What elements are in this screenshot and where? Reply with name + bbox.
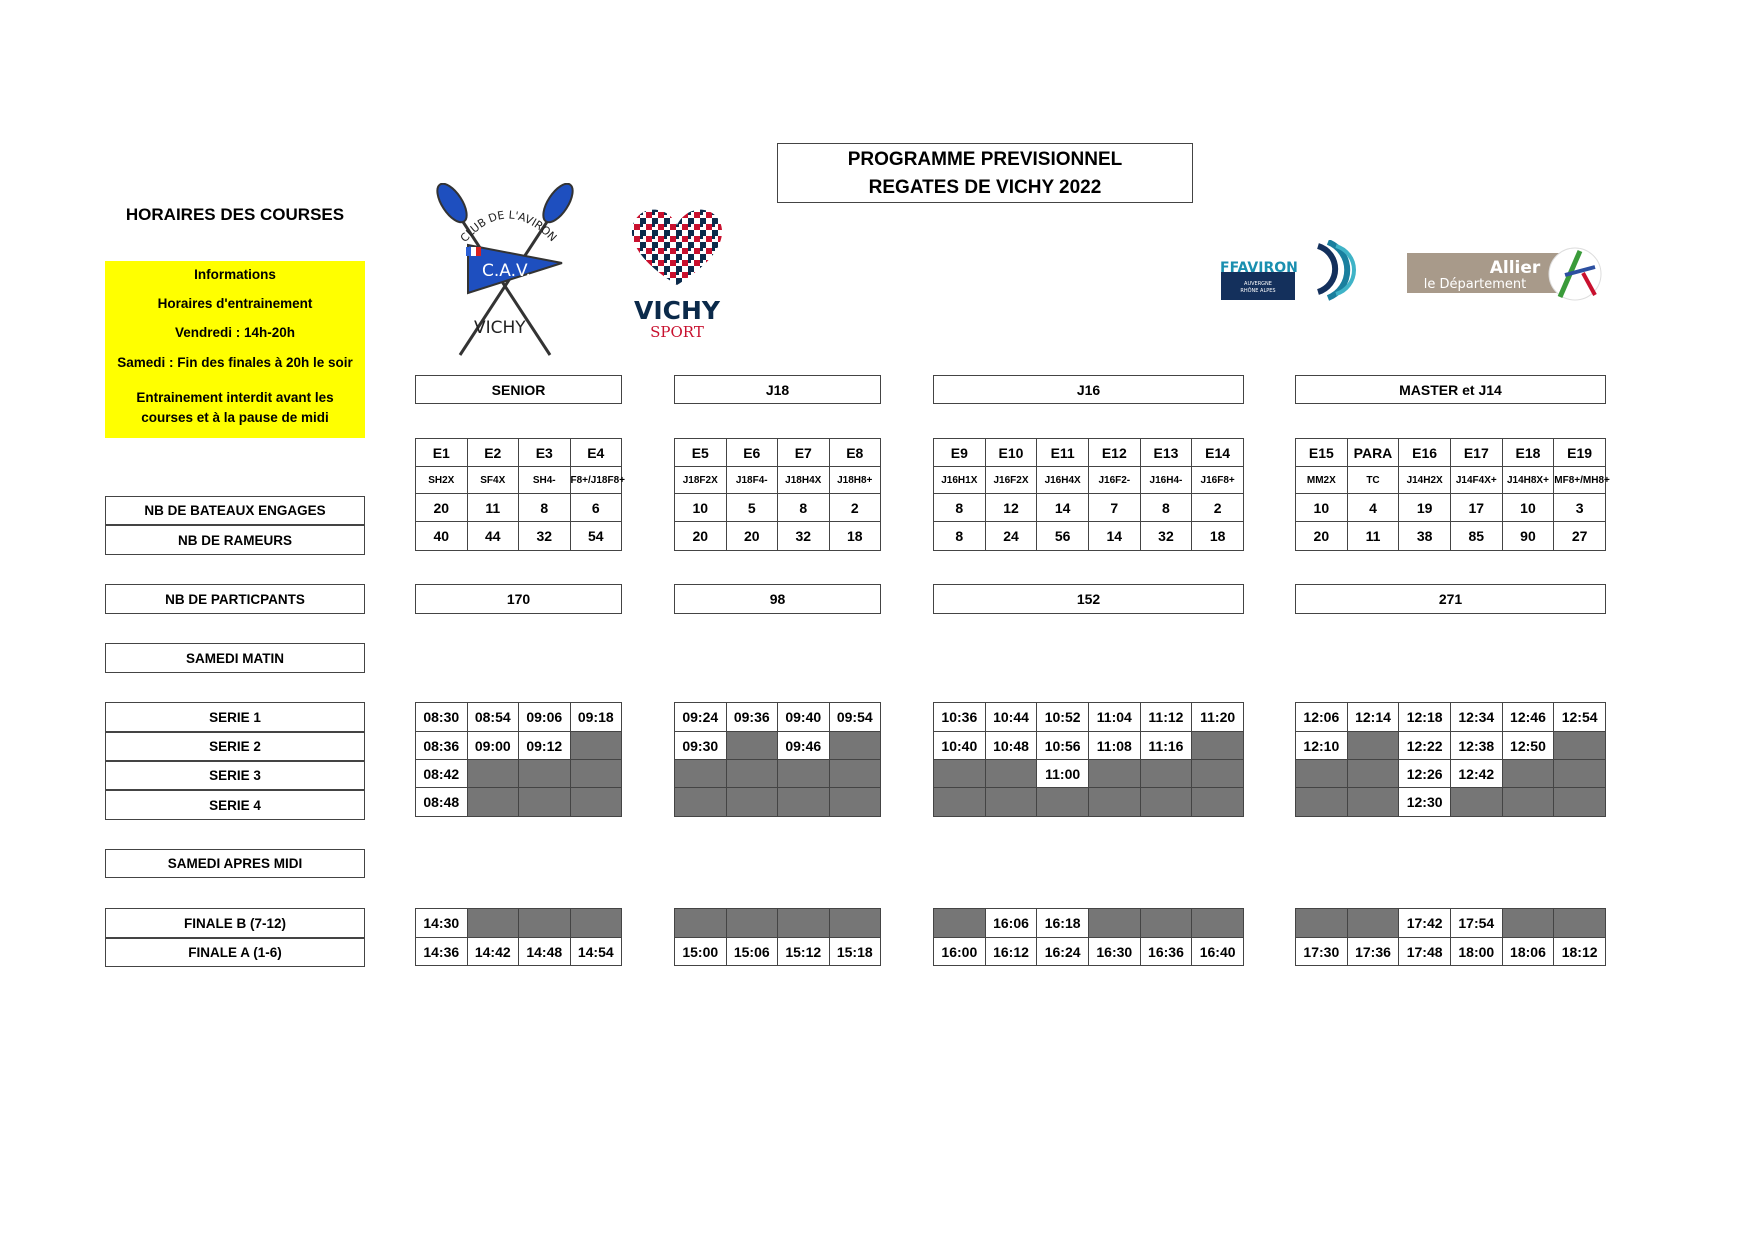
finale_a-cell: 16:00 (934, 938, 986, 966)
serie2-cell (1554, 732, 1606, 760)
serie3-cell (985, 760, 1037, 788)
serie1-cell: 12:46 (1502, 703, 1554, 732)
finale_b-cell: 14:30 (416, 909, 468, 938)
table-row (416, 760, 622, 788)
vichy-sport-logo (622, 200, 732, 345)
group-name: MASTER et J14 (1295, 375, 1606, 404)
table-row (1296, 760, 1606, 788)
finale_a-cell: 18:00 (1450, 938, 1502, 966)
rameurs-cell: 54 (570, 522, 622, 551)
rameurs-cell: 32 (778, 522, 830, 551)
serie3-cell (467, 760, 519, 788)
table-row (1296, 732, 1606, 760)
finale_a-cell: 15:06 (726, 938, 778, 966)
serie1-cell: 10:36 (934, 703, 986, 732)
serie4-cell (726, 788, 778, 817)
finale_b-cell: 17:42 (1399, 909, 1451, 938)
table-row (934, 732, 1244, 760)
serie4-cell (1554, 788, 1606, 817)
serie3-cell (1140, 760, 1192, 788)
code-cell: TC (1347, 467, 1399, 494)
bateaux-cell: 4 (1347, 494, 1399, 522)
rameurs-cell: 90 (1502, 522, 1554, 551)
group-table (415, 702, 622, 817)
finale_b-cell (519, 909, 571, 938)
bateaux-cell: 11 (467, 494, 519, 522)
allier-logo (1405, 245, 1605, 305)
code-cell: J16H4X (1037, 467, 1089, 494)
table-row (1296, 522, 1606, 551)
rameurs-cell: 8 (934, 522, 986, 551)
finale_a-cell: 16:12 (985, 938, 1037, 966)
table-row (934, 703, 1244, 732)
event-cell: E10 (985, 439, 1037, 467)
rameurs-cell: 32 (1140, 522, 1192, 551)
code-cell: SH4- (519, 467, 571, 494)
finale_b-cell: 16:18 (1037, 909, 1089, 938)
table-row (1296, 909, 1606, 938)
table-row (675, 938, 881, 966)
info-line: Samedi : Fin des finales à 20h le soir (117, 355, 353, 370)
event-cell: E16 (1399, 439, 1451, 467)
serie3-cell: 08:42 (416, 760, 468, 788)
serie1-cell: 09:06 (519, 703, 571, 732)
bateaux-cell: 8 (1140, 494, 1192, 522)
title-line-2: REGATES DE VICHY 2022 (868, 177, 1102, 198)
serie3-cell (519, 760, 571, 788)
event-cell: E15 (1296, 439, 1348, 467)
group-name: SENIOR (415, 375, 622, 404)
bateaux-cell: 19 (1399, 494, 1451, 522)
table-row (675, 703, 881, 732)
group-participants: 152 (933, 584, 1244, 614)
finale_b-cell (934, 909, 986, 938)
serie2-cell (1347, 732, 1399, 760)
table-row (934, 522, 1244, 551)
code-cell: SH2X (416, 467, 468, 494)
code-cell: SF4X (467, 467, 519, 494)
serie1-cell: 08:30 (416, 703, 468, 732)
serie2-cell (726, 732, 778, 760)
serie4-cell (829, 788, 881, 817)
ffaviron-sub2: RHÔNE ALPES (1240, 288, 1276, 294)
serie4-cell (985, 788, 1037, 817)
finale_b-cell: 16:06 (985, 909, 1037, 938)
rameurs-cell: 85 (1450, 522, 1502, 551)
serie3-cell (829, 760, 881, 788)
finale_a-cell: 14:42 (467, 938, 519, 966)
serie4-cell (519, 788, 571, 817)
serie2-cell: 08:36 (416, 732, 468, 760)
table-row (675, 494, 881, 522)
finale_a-cell: 15:12 (778, 938, 830, 966)
rameurs-cell: 11 (1347, 522, 1399, 551)
table-row (934, 467, 1244, 494)
bateaux-cell: 8 (778, 494, 830, 522)
serie3-cell (726, 760, 778, 788)
rameurs-cell: 38 (1399, 522, 1451, 551)
finale_a-cell: 16:40 (1192, 938, 1244, 966)
serie3-cell (1554, 760, 1606, 788)
group-table (933, 702, 1244, 817)
label-serie-3: SERIE 3 (105, 761, 365, 790)
bateaux-cell: 12 (985, 494, 1037, 522)
label-participants: NB DE PARTICPANTS (105, 584, 365, 614)
serie2-cell: 12:10 (1296, 732, 1348, 760)
table-row (1296, 703, 1606, 732)
serie4-cell (570, 788, 622, 817)
bateaux-cell: 5 (726, 494, 778, 522)
group-participants: 98 (674, 584, 881, 614)
table-row (1296, 467, 1606, 494)
group-table (674, 908, 881, 966)
code-cell: J16F2- (1088, 467, 1140, 494)
serie3-cell: 12:42 (1450, 760, 1502, 788)
group-table (415, 908, 622, 966)
info-box (105, 261, 365, 438)
serie2-cell: 09:46 (778, 732, 830, 760)
finale_b-cell (829, 909, 881, 938)
serie2-cell: 09:30 (675, 732, 727, 760)
ffaviron-logo (1218, 240, 1363, 305)
serie3-cell (1502, 760, 1554, 788)
group-table (674, 702, 881, 817)
group-table (1295, 908, 1606, 966)
cav-logo (430, 183, 580, 358)
serie2-cell (1192, 732, 1244, 760)
serie1-cell: 09:40 (778, 703, 830, 732)
finale_b-cell (1140, 909, 1192, 938)
group-table (674, 438, 881, 551)
serie1-cell: 09:36 (726, 703, 778, 732)
serie1-cell: 09:24 (675, 703, 727, 732)
finale_b-cell (778, 909, 830, 938)
event-cell: E12 (1088, 439, 1140, 467)
finale_b-cell (570, 909, 622, 938)
serie3-cell (570, 760, 622, 788)
table-row (675, 909, 881, 938)
label-serie-1: SERIE 1 (105, 702, 365, 732)
serie2-cell: 10:56 (1037, 732, 1089, 760)
finale_a-cell: 15:00 (675, 938, 727, 966)
finale_b-cell (1192, 909, 1244, 938)
serie2-cell: 12:38 (1450, 732, 1502, 760)
serie4-cell (1088, 788, 1140, 817)
finale_b-cell (1554, 909, 1606, 938)
rameurs-cell: 20 (1296, 522, 1348, 551)
bateaux-cell: 10 (675, 494, 727, 522)
finale_b-cell (467, 909, 519, 938)
rameurs-cell: 18 (829, 522, 881, 551)
event-cell: E6 (726, 439, 778, 467)
schedule-heading: HORAIRES DES COURSES (125, 205, 345, 224)
serie4-cell (675, 788, 727, 817)
bateaux-cell: 2 (1192, 494, 1244, 522)
group-table (1295, 438, 1610, 551)
serie1-cell: 08:54 (467, 703, 519, 732)
code-cell: J16H1X (934, 467, 986, 494)
table-row (675, 788, 881, 817)
serie4-cell (1347, 788, 1399, 817)
serie2-cell: 10:40 (934, 732, 986, 760)
serie4-cell (1192, 788, 1244, 817)
serie4-cell (1450, 788, 1502, 817)
event-cell: E8 (829, 439, 881, 467)
table-row (416, 788, 622, 817)
code-cell: J14H2X (1399, 467, 1451, 494)
code-cell: J16H4- (1140, 467, 1192, 494)
rameurs-cell: 27 (1554, 522, 1606, 551)
serie1-cell: 12:54 (1554, 703, 1606, 732)
serie1-cell: 10:52 (1037, 703, 1089, 732)
serie3-cell (1088, 760, 1140, 788)
bateaux-cell: 10 (1296, 494, 1348, 522)
serie1-cell: 12:14 (1347, 703, 1399, 732)
table-row (934, 760, 1244, 788)
bateaux-cell: 3 (1554, 494, 1606, 522)
table-row (416, 467, 622, 494)
group-table (933, 908, 1244, 966)
finale_b-cell (675, 909, 727, 938)
rameurs-cell: 44 (467, 522, 519, 551)
event-cell: E17 (1450, 439, 1502, 467)
table-row (1296, 788, 1606, 817)
serie1-cell: 09:54 (829, 703, 881, 732)
serie1-cell: 11:04 (1088, 703, 1140, 732)
serie2-cell: 12:50 (1502, 732, 1554, 760)
cav-city-text: VICHY (474, 318, 526, 338)
event-cell: E18 (1502, 439, 1554, 467)
table-row (675, 439, 881, 467)
bateaux-cell: 17 (1450, 494, 1502, 522)
table-row (416, 909, 622, 938)
event-cell: E9 (934, 439, 986, 467)
event-cell: E11 (1037, 439, 1089, 467)
serie4-cell: 08:48 (416, 788, 468, 817)
rameurs-cell: 40 (416, 522, 468, 551)
serie1-cell: 12:34 (1450, 703, 1502, 732)
finale_a-cell: 17:30 (1296, 938, 1348, 966)
code-cell: F8+/J18F8+ (570, 467, 622, 494)
rameurs-cell: 24 (985, 522, 1037, 551)
serie2-cell (829, 732, 881, 760)
table-row (1296, 938, 1606, 966)
label-serie-2: SERIE 2 (105, 732, 365, 761)
cav-arc-text: CLUB DE L'AVIRON (457, 208, 560, 245)
group-table (1295, 702, 1606, 817)
table-row (934, 909, 1244, 938)
info-line: courses et à la pause de midi (141, 410, 329, 425)
serie3-cell (934, 760, 986, 788)
finale_a-cell: 14:48 (519, 938, 571, 966)
serie2-cell: 11:16 (1140, 732, 1192, 760)
group-name: J18 (674, 375, 881, 404)
code-cell: J14F4X+ (1450, 467, 1502, 494)
serie2-cell: 12:22 (1399, 732, 1451, 760)
finale_b-cell (1347, 909, 1399, 938)
finale_b-cell (1296, 909, 1348, 938)
table-row (934, 938, 1244, 966)
event-cell: E19 (1554, 439, 1606, 467)
serie3-cell (778, 760, 830, 788)
group-name: J16 (933, 375, 1244, 404)
serie4-cell (934, 788, 986, 817)
serie3-cell: 11:00 (1037, 760, 1089, 788)
code-cell: J18H8+ (829, 467, 881, 494)
info-line: Vendredi : 14h-20h (174, 325, 296, 340)
table-row (416, 703, 622, 732)
finale_b-cell (1502, 909, 1554, 938)
rameurs-cell: 18 (1192, 522, 1244, 551)
event-cell: E1 (416, 439, 468, 467)
code-cell: J18F4- (726, 467, 778, 494)
info-line: Informations (194, 267, 276, 282)
rameurs-cell: 32 (519, 522, 571, 551)
finale_b-cell: 17:54 (1450, 909, 1502, 938)
finale_a-cell: 14:54 (570, 938, 622, 966)
rameurs-cell: 56 (1037, 522, 1089, 551)
finale_a-cell: 17:48 (1399, 938, 1451, 966)
event-cell: E14 (1192, 439, 1244, 467)
serie1-cell: 10:44 (985, 703, 1037, 732)
table-row (1296, 494, 1606, 522)
title-line-1: PROGRAMME PREVISIONNEL (847, 149, 1123, 170)
serie3-cell (1347, 760, 1399, 788)
event-cell: E3 (519, 439, 571, 467)
vichy-sub-text: SPORT (650, 323, 704, 341)
bateaux-cell: 7 (1088, 494, 1140, 522)
cav-flag-text: C.A.V. (482, 261, 531, 281)
bateaux-cell: 20 (416, 494, 468, 522)
table-row (416, 732, 622, 760)
serie2-cell: 11:08 (1088, 732, 1140, 760)
serie2-cell (570, 732, 622, 760)
code-cell: J18H4X (778, 467, 830, 494)
event-cell: PARA (1347, 439, 1399, 467)
bateaux-cell: 8 (934, 494, 986, 522)
serie1-cell: 11:12 (1140, 703, 1192, 732)
serie1-cell: 09:18 (570, 703, 622, 732)
finale_a-cell: 18:12 (1554, 938, 1606, 966)
allier-main-text: Allier (1489, 258, 1541, 278)
label-samedi-matin: SAMEDI MATIN (105, 643, 365, 673)
label-finale-b: FINALE B (7-12) (105, 908, 365, 938)
table-row (934, 788, 1244, 817)
label-finale-a: FINALE A (1-6) (105, 938, 365, 967)
code-cell: J16F8+ (1192, 467, 1244, 494)
finale_a-cell: 16:36 (1140, 938, 1192, 966)
table-row (675, 732, 881, 760)
group-participants: 271 (1295, 584, 1606, 614)
serie4-cell (1502, 788, 1554, 817)
bateaux-cell: 6 (570, 494, 622, 522)
table-row (675, 467, 881, 494)
table-row (934, 439, 1244, 467)
serie3-cell (1296, 760, 1348, 788)
group-table (933, 438, 1244, 551)
finale_a-cell: 16:24 (1037, 938, 1089, 966)
finale_b-cell (726, 909, 778, 938)
event-cell: E7 (778, 439, 830, 467)
code-cell: J16F2X (985, 467, 1037, 494)
info-line: Entrainement interdit avant les (136, 390, 334, 405)
label-bateaux: NB DE BATEAUX ENGAGES (105, 496, 365, 525)
code-cell: MM2X (1296, 467, 1348, 494)
group-participants: 170 (415, 584, 622, 614)
allier-sub-text: le Département (1423, 277, 1527, 292)
serie1-cell: 12:06 (1296, 703, 1348, 732)
table-row (416, 938, 622, 966)
finale_a-cell: 14:36 (416, 938, 468, 966)
code-cell: J14H8X+ (1502, 467, 1554, 494)
finale_a-cell: 17:36 (1347, 938, 1399, 966)
table-row (675, 760, 881, 788)
event-cell: E5 (675, 439, 727, 467)
serie2-cell: 09:00 (467, 732, 519, 760)
info-line: Horaires d'entrainement (157, 296, 313, 311)
bateaux-cell: 8 (519, 494, 571, 522)
bateaux-cell: 2 (829, 494, 881, 522)
serie1-cell: 12:18 (1399, 703, 1451, 732)
event-cell: E4 (570, 439, 622, 467)
finale_b-cell (1088, 909, 1140, 938)
label-samedi-apres-midi: SAMEDI APRES MIDI (105, 849, 365, 878)
finale_a-cell: 18:06 (1502, 938, 1554, 966)
serie2-cell: 10:48 (985, 732, 1037, 760)
finale_a-cell: 15:18 (829, 938, 881, 966)
group-table (415, 438, 625, 551)
code-cell: J18F2X (675, 467, 727, 494)
bateaux-cell: 14 (1037, 494, 1089, 522)
event-cell: E2 (467, 439, 519, 467)
label-serie-4: SERIE 4 (105, 790, 365, 820)
bateaux-cell: 10 (1502, 494, 1554, 522)
serie2-cell: 09:12 (519, 732, 571, 760)
serie3-cell: 12:26 (1399, 760, 1451, 788)
code-cell: MF8+/MH8+ (1554, 467, 1606, 494)
serie4-cell (778, 788, 830, 817)
table-row (1296, 439, 1606, 467)
serie3-cell (675, 760, 727, 788)
ffaviron-main-text: FFAVIRON (1220, 260, 1298, 276)
vichy-main-text: VICHY (633, 296, 721, 325)
serie4-cell (1037, 788, 1089, 817)
serie4-cell (1140, 788, 1192, 817)
page-title (777, 143, 1193, 203)
serie3-cell (1192, 760, 1244, 788)
serie4-cell (1296, 788, 1348, 817)
table-row (934, 494, 1244, 522)
table-row (675, 522, 881, 551)
event-cell: E13 (1140, 439, 1192, 467)
serie4-cell: 12:30 (1399, 788, 1451, 817)
rameurs-cell: 20 (675, 522, 727, 551)
rameurs-cell: 20 (726, 522, 778, 551)
serie4-cell (467, 788, 519, 817)
table-row (416, 522, 622, 551)
serie1-cell: 11:20 (1192, 703, 1244, 732)
finale_a-cell: 16:30 (1088, 938, 1140, 966)
rameurs-cell: 14 (1088, 522, 1140, 551)
label-rameurs: NB DE RAMEURS (105, 525, 365, 555)
ffaviron-sub1: AUVERGNE (1244, 281, 1272, 287)
table-row (416, 494, 622, 522)
table-row (416, 439, 622, 467)
